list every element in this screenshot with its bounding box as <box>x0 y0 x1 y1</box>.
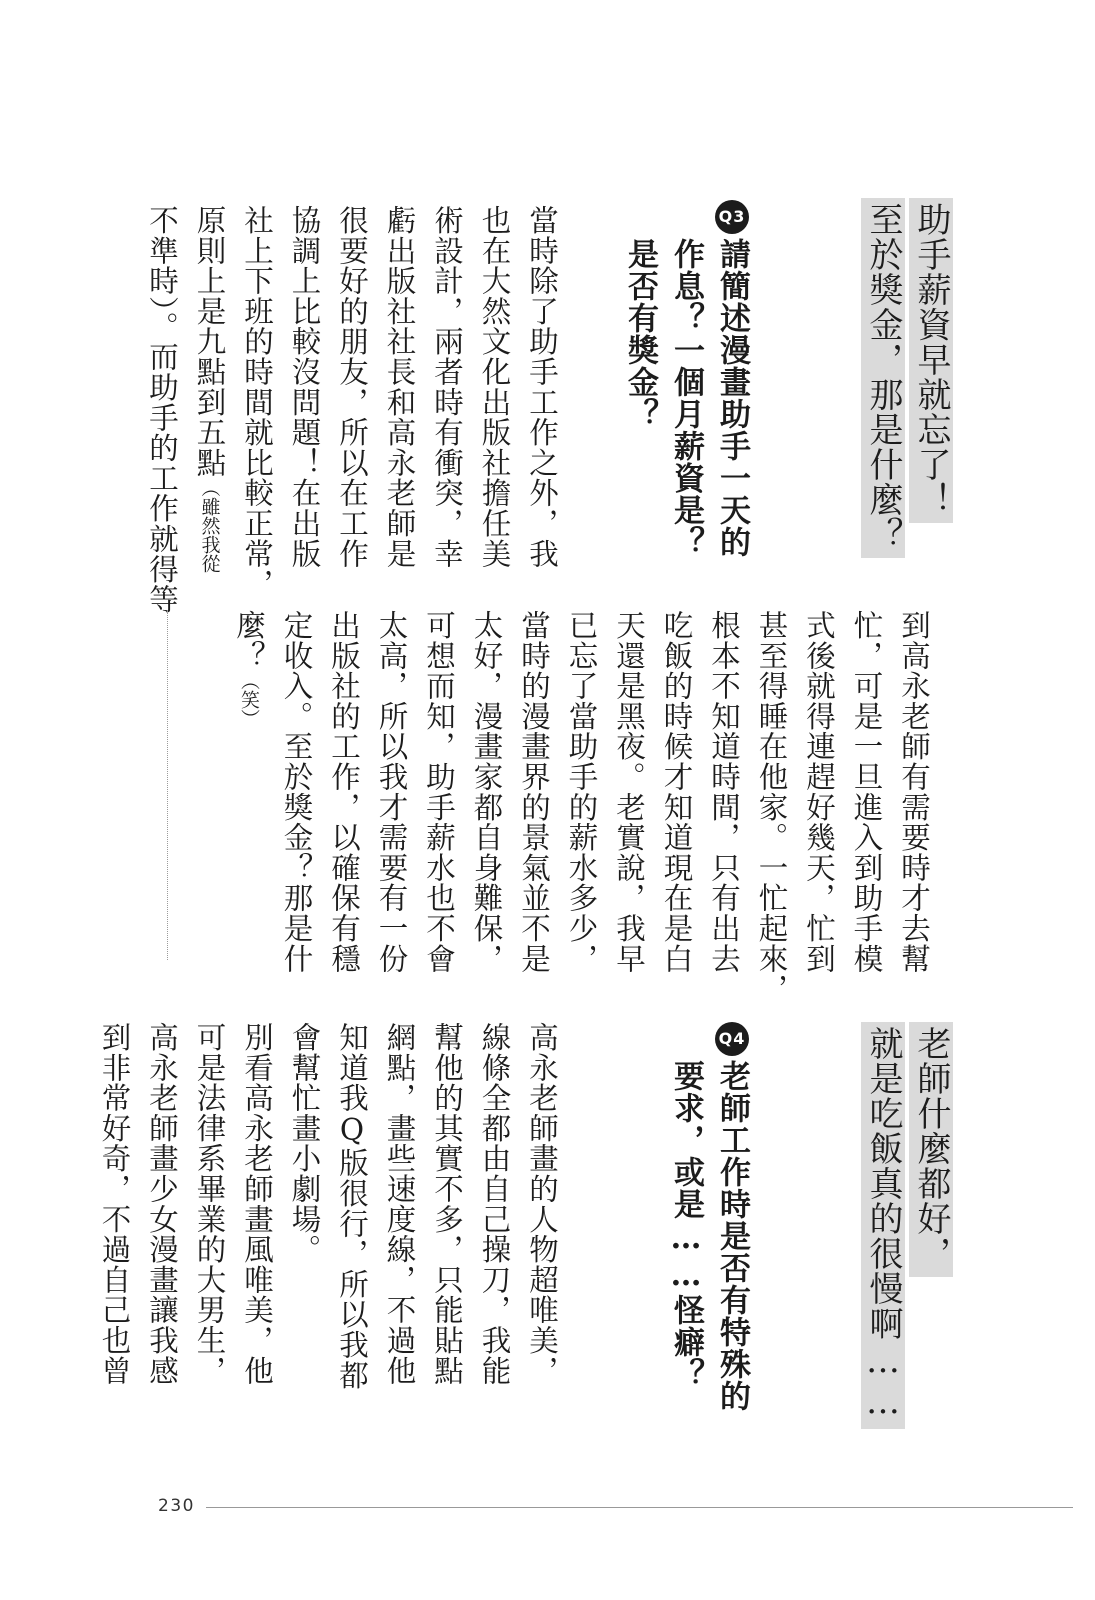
pull-quote-top <box>859 198 955 578</box>
pull-quote-top-line-1: 助手薪資早就忘了！ <box>909 198 953 523</box>
page-number: 230 <box>158 1496 195 1516</box>
q4-line-1: 老師工作時是否有特殊的 <box>714 1060 750 1412</box>
answer-q3-line-2: 也在大然文化出版社擔任美 <box>477 205 512 569</box>
answer-q3-line-8: 原則上是九點到五點 <box>192 205 227 478</box>
pull-quote-mid-line-2: 就是吃飯真的很慢啊…… <box>861 1022 905 1429</box>
laugh-aside: （笑） <box>238 670 260 728</box>
answer-q4 <box>90 1022 565 1391</box>
answer-q3-cont-line-11: 可想而知，助手薪水也不會 <box>422 610 456 974</box>
q3-line-2: 作息？一個月薪資是？ <box>668 238 704 558</box>
page-footer <box>158 1496 1073 1520</box>
answer-q3-cont-line-14: 定收入。至於獎金？那是什 <box>279 610 314 974</box>
answer-q4-line-3: 幫他的其實不多，只能貼點 <box>430 1022 464 1386</box>
answer-q3-line-9: 不準時）。而助手的工作就得等 <box>145 205 179 615</box>
answer-q4-line-7: 別看高永老師畫風唯美，他 <box>240 1022 274 1386</box>
answer-q3-line-5: 很要好的朋友，所以在工作 <box>335 205 369 569</box>
answer-q3-line-3: 術設計，兩者時有衝突，幸 <box>430 205 464 569</box>
answer-q4-line-4: 網點，畫些速度線，不過他 <box>382 1022 417 1386</box>
question-q3 <box>617 200 755 580</box>
question-q4 <box>663 1022 755 1412</box>
answer-q3-line-1: 當時除了助手工作之外，我 <box>525 205 559 569</box>
q4-badge-icon: Q4 <box>715 1022 749 1056</box>
answer-q3-cont-line-6: 吃飯的時候才知道現在是白 <box>659 610 694 974</box>
answer-q3-cont-line-12: 太高，所以我才需要有一份 <box>374 610 409 974</box>
q3-badge-icon: Q3 <box>715 200 749 234</box>
answer-q3-cont-line-1: 到高永老師有需要時才去幫 <box>897 610 931 974</box>
dotted-divider <box>167 610 168 960</box>
answer-q4-line-1: 高永老師畫的人物超唯美， <box>525 1022 559 1386</box>
pull-quote-top-line-2: 至於獎金，那是什麼？ <box>861 198 905 558</box>
answer-q4-line-9: 高永老師畫少女漫畫讓我感 <box>145 1022 179 1386</box>
answer-q3-cont-line-8: 已忘了當助手的薪水多少， <box>564 610 599 974</box>
answer-q4-line-2: 線條全都由自己操刀，我能 <box>477 1022 512 1386</box>
answer-q3-cont-line-15: 麼？ <box>232 610 266 671</box>
q3-line-1: 請簡述漫畫助手一天的 <box>714 238 750 558</box>
q3-line-3: 是否有獎金？ <box>622 238 658 430</box>
answer-q3-line-7: 社上下班的時間就比較正常， <box>240 205 274 599</box>
answer-q3-line-6: 協調上比較沒問題！在出版 <box>287 205 322 569</box>
answer-q4-line-5: 知道我Q版很行，所以我都 <box>335 1022 369 1391</box>
footer-rule <box>206 1507 1073 1508</box>
answer-q3-cont-line-3: 式後就得連趕好幾天，忙到 <box>802 610 836 974</box>
q4-line-2: 要求，或是……怪癖？ <box>668 1060 704 1390</box>
answer-q3-continued <box>225 610 938 1004</box>
answer-q3 <box>138 205 566 615</box>
pull-quote-mid-line-1: 老師什麼都好， <box>909 1022 953 1277</box>
answer-q4-line-8: 可是法律系畢業的大男生， <box>192 1022 227 1386</box>
answer-q3-cont-line-5: 根本不知道時間，只有出去 <box>707 610 741 974</box>
answer-q3-cont-line-2: 忙，可是一旦進入到助手模 <box>849 610 884 974</box>
answer-q4-line-10: 到非常好奇，不過自己也曾 <box>97 1022 132 1386</box>
answer-q3-cont-line-4: 甚至得睡在他家。一忙起來， <box>754 610 789 1004</box>
answer-q3-line-4: 虧出版社社長和高永老師是 <box>382 205 417 569</box>
answer-q3-cont-line-7: 天還是黑夜。老實說，我早 <box>612 610 646 974</box>
pull-quote-mid <box>859 1022 955 1423</box>
answer-q4-line-6: 會幫忙畫小劇場。 <box>287 1022 322 1265</box>
answer-q3-cont-line-9: 當時的漫畫界的景氣並不是 <box>517 610 551 974</box>
answer-q3-cont-line-10: 太好，漫畫家都自身難保， <box>469 610 504 974</box>
answer-q3-aside: （雖然我從 <box>198 477 221 573</box>
answer-q3-cont-line-13: 出版社的工作，以確保有穩 <box>327 610 361 974</box>
